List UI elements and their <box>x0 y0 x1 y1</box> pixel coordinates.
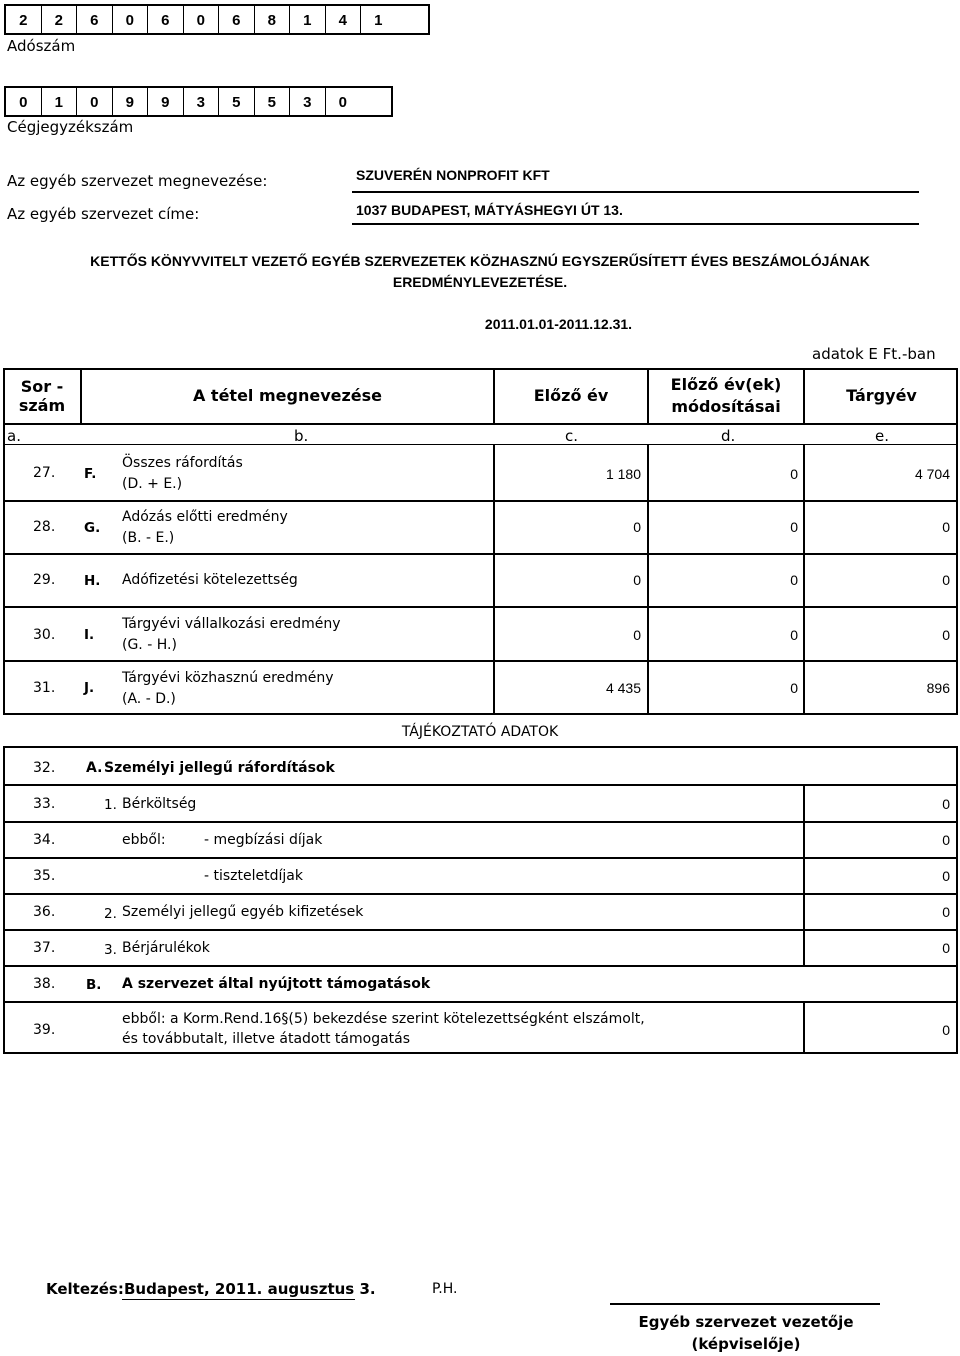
row-name: Tárgyévi vállalkozási eredmény <box>122 616 341 632</box>
header-prev-mod-line2: módosításai <box>671 397 781 416</box>
company-reg-digit: 5 <box>255 88 291 116</box>
tax-id-digit: 2 <box>6 6 42 34</box>
row-number: 27. <box>33 465 56 481</box>
col-d-label: d. <box>721 427 736 445</box>
row-code: I. <box>84 627 95 643</box>
row-prev-value: 0 <box>633 627 641 643</box>
row-name: Adózás előtti eredmény <box>122 509 288 525</box>
row-mod-value: 0 <box>790 627 798 643</box>
company-reg-digit: 9 <box>148 88 184 116</box>
tax-id-label: Adószám <box>7 37 76 55</box>
header-item-name: A tétel megnevezése <box>192 386 383 405</box>
company-reg-label: Cégjegyzékszám <box>7 118 134 136</box>
info-row-number: 37. <box>33 940 56 956</box>
header-prev-mod-line1: Előző év(ek) <box>670 375 782 394</box>
org-name-value: SZUVERÉN NONPROFIT KFT <box>356 167 550 183</box>
info-row-text: Személyi jellegű egyéb kifizetések <box>122 904 364 920</box>
info-row-number: 36. <box>33 904 56 920</box>
info-table <box>3 746 958 1054</box>
row-name: Összes ráfordítás <box>122 455 243 471</box>
row-name-formula: (B. - E.) <box>122 530 175 546</box>
stamp-label: P.H. <box>432 1281 458 1297</box>
info-row-number: 35. <box>33 868 56 884</box>
row-mod-value: 0 <box>790 680 798 696</box>
header-sor-line2: szám <box>18 396 66 415</box>
row-mod-value: 0 <box>790 466 798 482</box>
company-reg-digit: 0 <box>77 88 113 116</box>
row-prev-value: 0 <box>633 572 641 588</box>
org-address-value: 1037 BUDAPEST, MÁTYÁSHEGYI ÚT 13. <box>356 202 623 218</box>
info-row-code: A. <box>86 760 103 776</box>
row-name: Tárgyévi közhasznú eredmény <box>122 670 334 686</box>
tax-id-digit: 1 <box>374 11 383 29</box>
unit-note: adatok E Ft.-ban <box>812 345 936 363</box>
info-row-text: - megbízási díjak <box>204 832 323 848</box>
info-row-code: 2. <box>104 906 117 922</box>
tax-id-digit: 2 <box>42 6 78 34</box>
company-reg-digit: 1 <box>42 88 78 116</box>
tax-id-digit: 6 <box>77 6 113 34</box>
info-row-text: Bérköltség <box>122 796 197 812</box>
info-row-number: 39. <box>33 1022 56 1038</box>
header-sor-line1: Sor - <box>20 377 64 396</box>
report-title-line1: KETTŐS KÖNYVVITELT VEZETŐ EGYÉB SZERVEZETEK KÖZHASZNÚ EGYSZERŰSÍTETT ÉVES BESZÁMOLÓJÁNAK <box>90 253 870 269</box>
org-address-label: Az egyéb szervezet címe: <box>7 205 200 223</box>
tax-id-digit: 0 <box>113 6 149 34</box>
company-reg-boxes <box>4 86 393 117</box>
row-name: Adófizetési kötelezettség <box>122 572 298 588</box>
report-period: 2011.01.01-2011.12.31. <box>484 316 633 332</box>
company-reg-digit: 0 <box>338 93 347 111</box>
tax-id-digit: 8 <box>255 6 291 34</box>
row-name-formula: (D. + E.) <box>122 476 183 492</box>
date-underline <box>122 1299 355 1300</box>
company-reg-digit: 9 <box>113 88 149 116</box>
row-name-formula: (A. - D.) <box>122 691 176 707</box>
date-label: Keltezés: <box>46 1280 124 1298</box>
company-reg-digit: 3 <box>290 88 326 116</box>
row-number: 30. <box>33 627 56 643</box>
info-row-number: 33. <box>33 796 56 812</box>
tax-id-digit: 0 <box>184 6 220 34</box>
row-mod-value: 0 <box>790 572 798 588</box>
info-row-value: 0 <box>942 868 950 884</box>
signer-title: Egyéb szervezet vezetője <box>638 1313 854 1331</box>
org-name-label: Az egyéb szervezet megnevezése: <box>7 172 268 190</box>
row-cur-value: 0 <box>942 627 950 643</box>
info-row-code: 3. <box>104 942 117 958</box>
col-a-label: a. <box>7 427 21 445</box>
info-row-value: 0 <box>942 1022 950 1038</box>
row-prev-value: 1 180 <box>605 466 641 482</box>
tax-id-boxes <box>4 4 430 35</box>
row-mod-value: 0 <box>790 519 798 535</box>
info-row-value: 0 <box>942 940 950 956</box>
date-value: Budapest, 2011. augusztus 3. <box>124 1280 376 1298</box>
row-prev-value: 4 435 <box>605 680 641 696</box>
info-heading: TÁJÉKOZTATÓ ADATOK <box>401 724 559 740</box>
info-row-code: 1. <box>104 797 117 813</box>
company-reg-digit: 5 <box>219 88 255 116</box>
info-row-prefix: ebből: <box>122 832 166 848</box>
info-row-value: 0 <box>942 796 950 812</box>
tax-id-digit: 6 <box>219 6 255 34</box>
col-c-label: c. <box>565 427 579 445</box>
row-code: J. <box>84 680 95 696</box>
row-code: F. <box>84 466 97 482</box>
tax-id-digit: 6 <box>148 6 184 34</box>
signature-line <box>610 1303 880 1305</box>
tax-id-digit: 1 <box>290 6 326 34</box>
info-row-text: - tiszteletdíjak <box>204 868 303 884</box>
report-title-line2: EREDMÉNYLEVEZETÉSE. <box>392 274 568 290</box>
company-reg-digit: 0 <box>6 88 42 116</box>
info-row-value: 0 <box>942 904 950 920</box>
row-code: H. <box>84 573 101 589</box>
info-row-text-continued: és továbbutalt, illetve átadott támogatás <box>122 1031 411 1047</box>
row-prev-value: 0 <box>633 519 641 535</box>
signer-subtitle: (képviselője) <box>691 1335 801 1353</box>
tax-id-digit: 4 <box>326 6 362 34</box>
info-row-text: Bérjárulékok <box>122 940 210 956</box>
org-name-underline <box>352 191 919 193</box>
info-row-number: 38. <box>33 976 56 992</box>
row-cur-value: 0 <box>942 572 950 588</box>
info-row-value: 0 <box>942 832 950 848</box>
row-number: 31. <box>33 680 56 696</box>
row-code: G. <box>84 520 101 536</box>
info-row-text: A szervezet által nyújtott támogatások <box>122 976 431 992</box>
row-number: 28. <box>33 519 56 535</box>
row-cur-value: 0 <box>942 519 950 535</box>
info-row-text: Személyi jellegű ráfordítások <box>104 760 335 776</box>
row-number: 29. <box>33 572 56 588</box>
info-row-number: 32. <box>33 760 56 776</box>
org-address-underline <box>352 223 919 225</box>
info-row-code: B. <box>86 977 102 993</box>
company-reg-digit: 3 <box>184 88 220 116</box>
header-prev-year: Előző év <box>533 386 609 405</box>
col-b-label: b. <box>294 427 309 445</box>
info-row-text: ebből: a Korm.Rend.16§(5) bekezdése szerint kötelezettségként elszámolt, <box>122 1011 645 1027</box>
row-cur-value: 4 704 <box>914 466 950 482</box>
row-name-formula: (G. - H.) <box>122 637 177 653</box>
info-row-number: 34. <box>33 832 56 848</box>
col-e-label: e. <box>875 427 889 445</box>
header-current-year: Tárgyév <box>846 386 917 405</box>
row-cur-value: 896 <box>926 680 950 696</box>
